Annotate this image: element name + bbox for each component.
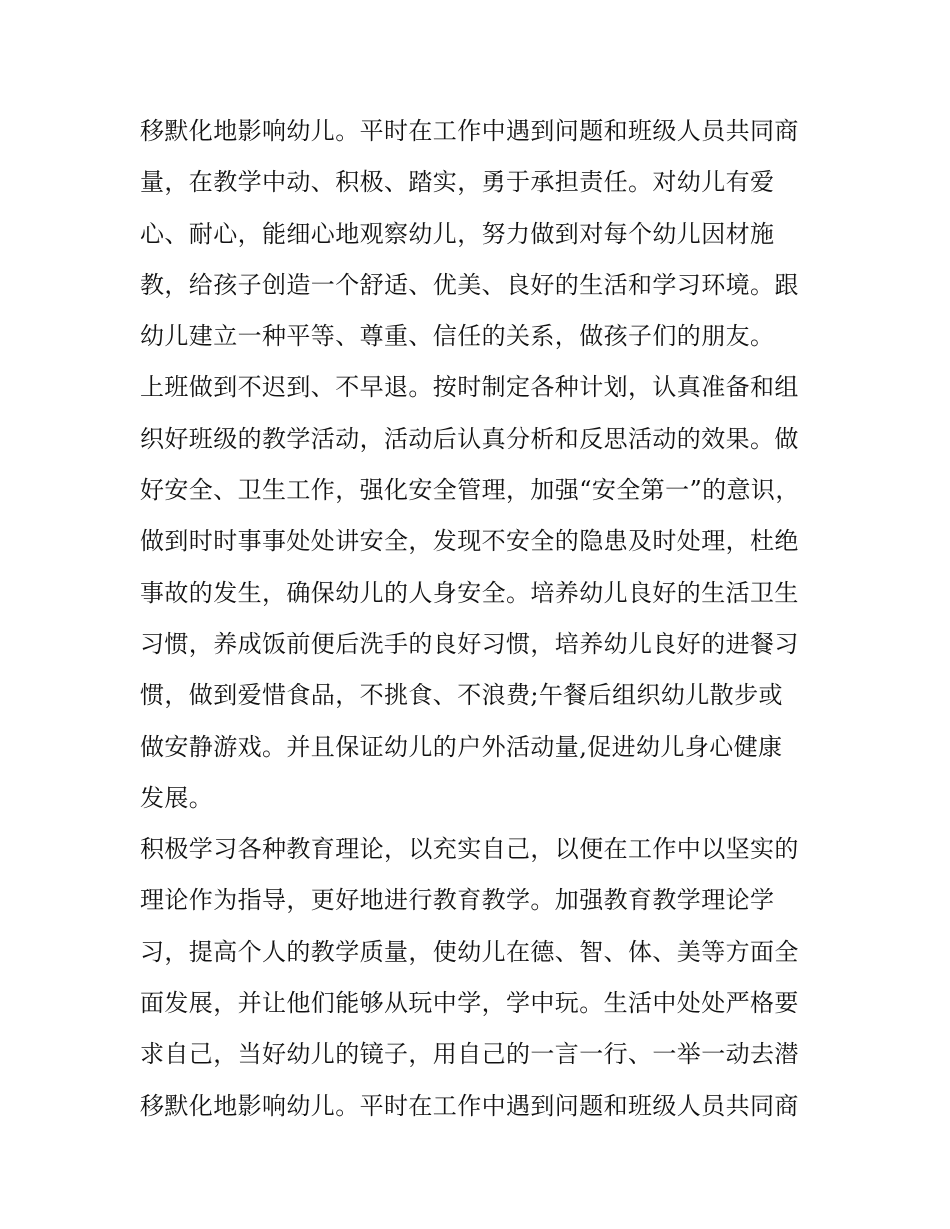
text-line: 做到时时事事处处讲安全，发现不安全的隐患及时处理，杜绝 bbox=[140, 527, 799, 556]
text-line: 惯，做到爱惜食品，不挑食、不浪费;午餐后组织幼儿散步或 bbox=[140, 681, 783, 710]
text-line: 事故的发生，确保幼儿的人身安全。培养幼儿良好的生活卫生 bbox=[140, 578, 799, 607]
text-line: 量，在教学中动、积极、踏实，勇于承担责任。对幼儿有爱 bbox=[140, 168, 775, 197]
text-line: 移默化地影响幼儿。平时在工作中遇到问题和班级人员共同商 bbox=[140, 1091, 799, 1120]
text-line: 发展。 bbox=[140, 783, 214, 812]
text-line: 织好班级的教学活动，活动后认真分析和反思活动的效果。做 bbox=[140, 424, 799, 453]
text-line: 幼儿建立一种平等、尊重、信任的关系，做孩子们的朋友。 bbox=[140, 322, 775, 351]
text-line: 好安全、卫生工作，强化安全管理，加强“安全第一”的意识， bbox=[140, 476, 800, 505]
text-line: 上班做到不迟到、不早退。按时制定各种计划，认真准备和组 bbox=[140, 373, 799, 402]
text-line: 积极学习各种教育理论，以充实自己，以便在工作中以坚实的 bbox=[140, 835, 799, 864]
text-line: 理论作为指导，更好地进行教育教学。加强教育教学理论学 bbox=[140, 886, 775, 915]
body-text bbox=[140, 106, 820, 1132]
text-line: 习惯，养成饭前便后洗手的良好习惯，培养幼儿良好的进餐习 bbox=[140, 629, 799, 658]
text-line: 移默化地影响幼儿。平时在工作中遇到问题和班级人员共同商 bbox=[140, 117, 799, 145]
text-line: 习，提高个人的教学质量，使幼儿在德、智、体、美等方面全 bbox=[140, 937, 799, 966]
text-line: 教，给孩子创造一个舒适、优美、良好的生活和学习环境。跟 bbox=[140, 270, 799, 299]
text-line: 求自己，当好幼儿的镜子，用自己的一言一行、一举一动去潜 bbox=[140, 1040, 799, 1069]
text-line: 面发展，并让他们能够从玩中学，学中玩。生活中处处严格要 bbox=[140, 989, 799, 1018]
text-line: 心、耐心，能细心地观察幼儿，努力做到对每个幼儿因材施 bbox=[140, 219, 775, 248]
text-line: 做安静游戏。并且保证幼儿的户外活动量,促进幼儿身心健康 bbox=[140, 732, 783, 761]
